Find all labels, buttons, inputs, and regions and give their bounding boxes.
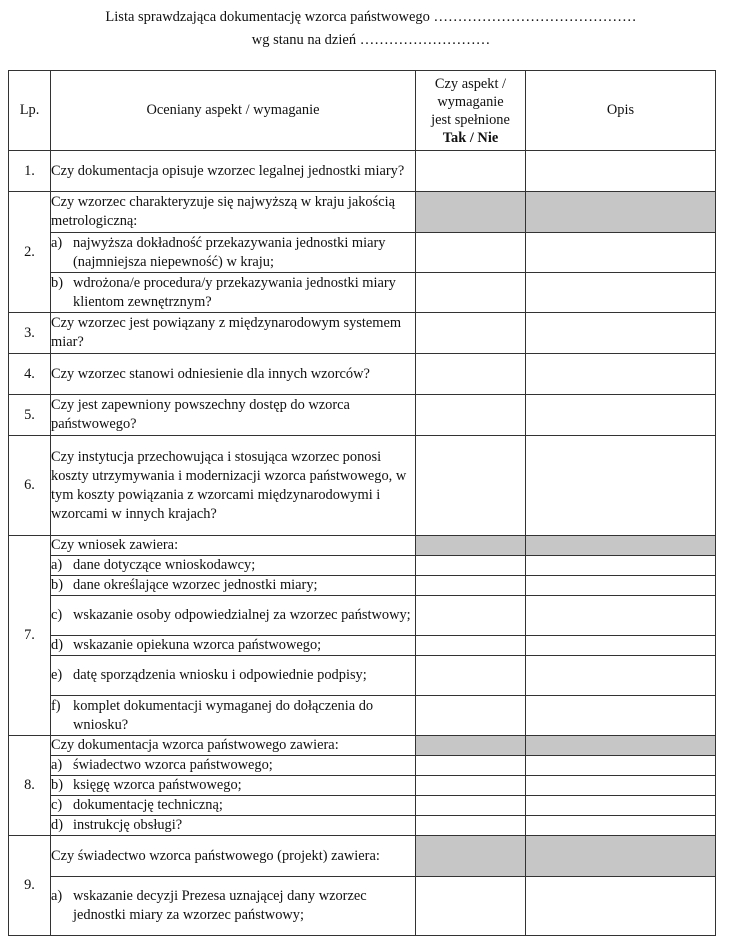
column-header-met-line3: jest spełnione: [431, 111, 510, 128]
subitem-marker: b): [51, 274, 63, 291]
table-subrow: [9, 233, 716, 273]
description-cell[interactable]: [526, 576, 716, 596]
row-number: 4.: [9, 354, 51, 395]
description-cell[interactable]: [526, 696, 716, 736]
aspect-subitem: [51, 756, 416, 776]
table-row: [9, 313, 716, 354]
table-subrow: [9, 576, 716, 596]
table-row: [9, 536, 716, 556]
column-header-met-line2: wymaganie: [437, 93, 504, 110]
description-cell[interactable]: [526, 556, 716, 576]
column-header-met-line1: Czy aspekt /: [434, 75, 507, 92]
document-title: Lista sprawdzająca dokumentację wzorca państwowego ……………………………………: [105, 9, 637, 25]
description-cell[interactable]: [526, 756, 716, 776]
subitem-marker: c): [51, 797, 63, 813]
met-cell[interactable]: [416, 313, 526, 354]
description-cell[interactable]: [526, 776, 716, 796]
description-cell[interactable]: [526, 436, 716, 536]
table-subrow: [9, 273, 716, 313]
description-cell[interactable]: [526, 656, 716, 696]
met-cell-shaded: [416, 836, 526, 877]
description-cell[interactable]: [526, 354, 716, 395]
aspect-subitem: [51, 796, 416, 816]
subitem-text: instrukcję obsługi?: [73, 817, 183, 833]
subitem-marker: e): [51, 667, 63, 683]
subitem-text: księgę wzorca państwowego;: [73, 777, 242, 793]
description-cell-shaded: [526, 836, 716, 877]
aspect-text: Czy świadectwo wzorca państwowego (projekt) zawiera:: [51, 836, 416, 877]
description-cell[interactable]: [526, 233, 716, 273]
subitem-text: wskazanie opiekuna wzorca państwowego;: [73, 637, 322, 653]
table-row: [9, 836, 716, 877]
column-header-aspect: Oceniany aspekt / wymaganie: [51, 71, 416, 151]
table-subrow: [9, 816, 716, 836]
row-number: 2.: [9, 192, 51, 313]
met-cell[interactable]: [416, 816, 526, 836]
aspect-text: Czy wzorzec charakteryzuje się najwyższą w kraju jakością metrologiczną:: [51, 192, 416, 233]
met-cell[interactable]: [416, 636, 526, 656]
aspect-subitem: [51, 636, 416, 656]
met-cell[interactable]: [416, 556, 526, 576]
met-cell[interactable]: [416, 151, 526, 192]
row-number: 6.: [9, 436, 51, 536]
subitem-text: komplet dokumentacji wymaganej do dołączenia do wniosku?: [73, 697, 374, 733]
table-subrow: [9, 756, 716, 776]
subitem-text: wdrożona/e procedura/y przekazywania jednostki miary klientom zewnętrznym?: [73, 274, 396, 310]
subitem-marker: d): [51, 637, 63, 653]
column-header-description: Opis: [526, 71, 716, 151]
aspect-text: Czy dokumentacja opisuje wzorzec legalnej jednostki miary?: [51, 151, 416, 192]
subitem-text: wskazanie osoby odpowiedzialnej za wzorzec państwowy;: [73, 607, 411, 623]
row-number: 8.: [9, 736, 51, 836]
aspect-text: Czy jest zapewniony powszechny dostęp do wzorca państwowego?: [51, 395, 416, 436]
column-header-met-line4: Tak / Nie: [442, 129, 499, 146]
table-subrow: [9, 556, 716, 576]
aspect-subitem: [51, 576, 416, 596]
met-cell[interactable]: [416, 656, 526, 696]
column-header-met: [416, 71, 526, 151]
subitem-marker: f): [51, 697, 61, 714]
row-number: 5.: [9, 395, 51, 436]
aspect-text: Czy wniosek zawiera:: [51, 536, 416, 556]
row-number: 7.: [9, 536, 51, 736]
subitem-text: świadectwo wzorca państwowego;: [73, 757, 273, 773]
table-row: [9, 192, 716, 233]
table-subrow: [9, 877, 716, 936]
met-cell-shaded: [416, 536, 526, 556]
aspect-text: Czy wzorzec jest powiązany z międzynarodowym systemem miar?: [51, 313, 416, 354]
description-cell[interactable]: [526, 796, 716, 816]
table-row: [9, 436, 716, 536]
subitem-marker: c): [51, 607, 63, 623]
aspect-subitem: [51, 273, 416, 313]
description-cell[interactable]: [526, 636, 716, 656]
description-cell[interactable]: [526, 151, 716, 192]
table-subrow: [9, 656, 716, 696]
aspect-subitem: [51, 776, 416, 796]
met-cell[interactable]: [416, 696, 526, 736]
subitem-marker: d): [51, 817, 63, 833]
met-cell[interactable]: [416, 756, 526, 776]
met-cell[interactable]: [416, 233, 526, 273]
description-cell[interactable]: [526, 877, 716, 936]
description-cell[interactable]: [526, 313, 716, 354]
met-cell[interactable]: [416, 776, 526, 796]
description-cell[interactable]: [526, 816, 716, 836]
description-cell[interactable]: [526, 395, 716, 436]
subitem-marker: a): [51, 757, 63, 773]
document-date-line: wg stanu na dzień ………………………: [251, 32, 491, 48]
description-cell-shaded: [526, 192, 716, 233]
subitem-text: dokumentację techniczną;: [73, 797, 223, 813]
subitem-text: dane określające wzorzec jednostki miary;: [73, 577, 318, 593]
met-cell[interactable]: [416, 273, 526, 313]
table-subrow: [9, 596, 716, 636]
subitem-text: wskazanie decyzji Prezesa uznającej dany wzorzec jednostki miary za wzorzec państwowy;: [73, 888, 367, 923]
row-number: 3.: [9, 313, 51, 354]
met-cell[interactable]: [416, 436, 526, 536]
met-cell[interactable]: [416, 596, 526, 636]
met-cell[interactable]: [416, 576, 526, 596]
subitem-marker: b): [51, 577, 63, 593]
aspect-subitem: [51, 696, 416, 736]
met-cell[interactable]: [416, 796, 526, 816]
table-subrow: [9, 796, 716, 816]
subitem-text: najwyższa dokładność przekazywania jednostki miary (najmniejsza niepewność) w kraju;: [73, 234, 386, 270]
subitem-text: datę sporządzenia wniosku i odpowiednie podpisy;: [73, 667, 367, 683]
aspect-subitem: [51, 877, 416, 936]
met-cell[interactable]: [416, 395, 526, 436]
aspect-subitem: [51, 556, 416, 576]
aspect-text: Czy wzorzec stanowi odniesienie dla innych wzorców?: [51, 354, 416, 395]
table-row: [9, 151, 716, 192]
table-row: [9, 395, 716, 436]
description-cell[interactable]: [526, 273, 716, 313]
aspect-subitem: [51, 596, 416, 636]
subitem-marker: a): [51, 557, 63, 573]
subitem-marker: a): [51, 234, 63, 251]
aspect-subitem: [51, 816, 416, 836]
table-subrow: [9, 776, 716, 796]
table-row: [9, 736, 716, 756]
aspect-text: Czy dokumentacja wzorca państwowego zawiera:: [51, 736, 416, 756]
table-row: [9, 354, 716, 395]
header-row: [9, 71, 716, 151]
aspect-text: Czy instytucja przechowująca i stosująca wzorzec ponosi koszty utrzymywania i modernizacji wzorca państwowego, w tym koszty powiązania z wzorcami międzynarodowymi i wzorcami w innych krajach?: [51, 436, 416, 536]
met-cell[interactable]: [416, 354, 526, 395]
description-cell-shaded: [526, 736, 716, 756]
description-cell[interactable]: [526, 596, 716, 636]
table-subrow: [9, 636, 716, 656]
met-cell[interactable]: [416, 877, 526, 936]
aspect-subitem: [51, 656, 416, 696]
description-cell-shaded: [526, 536, 716, 556]
checklist-table: [8, 70, 716, 936]
row-number: 1.: [9, 151, 51, 192]
subitem-text: dane dotyczące wnioskodawcy;: [73, 557, 256, 573]
aspect-subitem: [51, 233, 416, 273]
met-cell-shaded: [416, 736, 526, 756]
subitem-marker: b): [51, 777, 63, 793]
column-header-lp: Lp.: [9, 71, 51, 151]
subitem-marker: a): [51, 888, 63, 904]
table-subrow: [9, 696, 716, 736]
row-number: 9.: [9, 836, 51, 936]
met-cell-shaded: [416, 192, 526, 233]
